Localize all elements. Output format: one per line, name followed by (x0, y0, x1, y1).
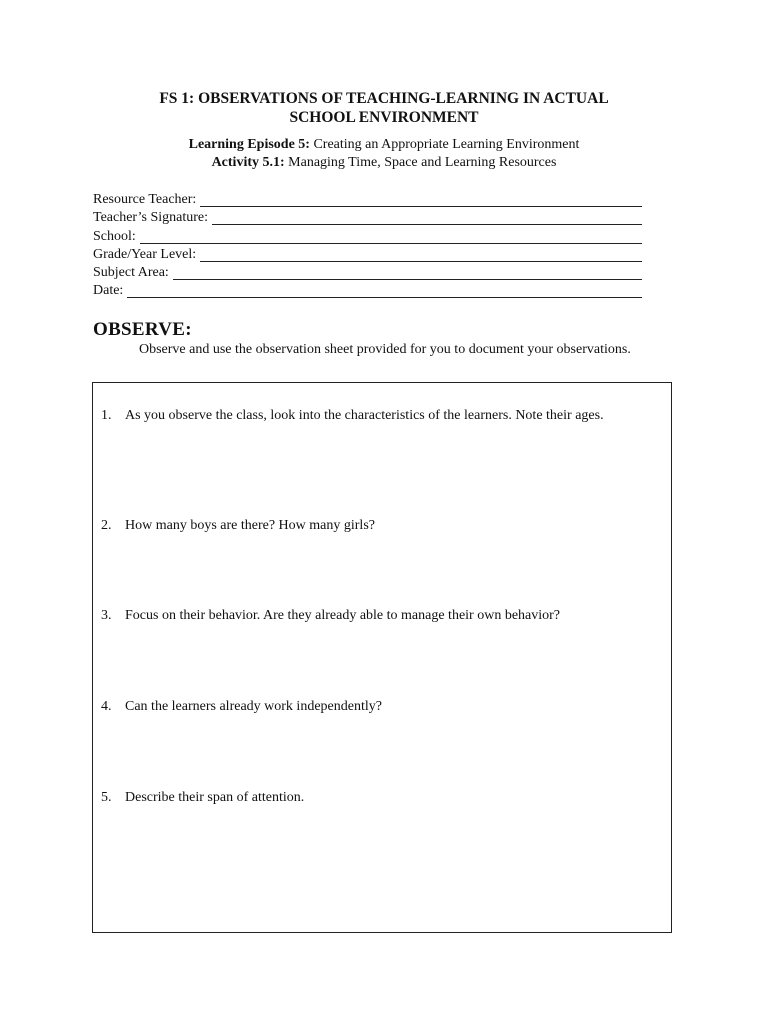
grade-year-level-label: Grade/Year Level: (93, 247, 197, 262)
activity (60, 154, 708, 172)
grade-year-level-line[interactable] (200, 261, 642, 262)
question-number: 3. (101, 608, 112, 623)
activity-label: Activity 5.1: (211, 155, 285, 170)
question-item (101, 607, 661, 625)
question-text: How many boys are there? How many girls? (125, 518, 375, 533)
school-label: School: (93, 229, 136, 244)
resource-teacher-field[interactable] (93, 190, 642, 208)
question-item (101, 698, 661, 716)
school-line[interactable] (140, 243, 642, 244)
teacher-signature-label: Teacher’s Signature: (93, 210, 208, 225)
document-title-line-1: FS 1: OBSERVATIONS OF TEACHING-LEARNING IN ACTUAL (159, 90, 609, 107)
resource-teacher-label: Resource Teacher: (93, 192, 197, 207)
learning-episode (60, 136, 708, 154)
activity-text: Managing Time, Space and Learning Resources (288, 155, 557, 170)
observe-heading: OBSERVE: (93, 319, 192, 340)
question-text: Describe their span of attention. (125, 790, 305, 805)
date-field[interactable] (93, 281, 642, 299)
observation-sheet-box[interactable] (92, 382, 672, 933)
learning-episode-label: Learning Episode 5: (188, 137, 310, 152)
question-text: Focus on their behavior. Are they already able to manage their own behavior? (125, 608, 561, 623)
question-text: As you observe the class, look into the characteristics of the learners. Note their ages. (125, 408, 604, 423)
subject-area-field[interactable] (93, 263, 642, 281)
document-title-line-2: SCHOOL ENVIRONMENT (289, 109, 479, 126)
question-number: 4. (101, 699, 112, 714)
question-item (101, 407, 661, 425)
grade-year-level-field[interactable] (93, 245, 642, 263)
date-label: Date: (93, 283, 124, 298)
learning-episode-text: Creating an Appropriate Learning Environment (313, 137, 580, 152)
date-line[interactable] (127, 297, 642, 298)
question-item (101, 517, 661, 535)
question-number: 5. (101, 790, 112, 805)
question-text: Can the learners already work independently? (125, 699, 382, 714)
question-item (101, 789, 661, 807)
school-field[interactable] (93, 227, 642, 245)
resource-teacher-line[interactable] (200, 206, 642, 207)
subject-area-label: Subject Area: (93, 265, 169, 280)
subject-area-line[interactable] (173, 279, 642, 280)
teacher-signature-line[interactable] (212, 224, 642, 225)
question-number: 2. (101, 518, 112, 533)
observe-instructions: Observe and use the observation sheet provided for you to document your observations. (139, 342, 631, 357)
question-number: 1. (101, 408, 112, 423)
teacher-signature-field[interactable] (93, 208, 642, 226)
